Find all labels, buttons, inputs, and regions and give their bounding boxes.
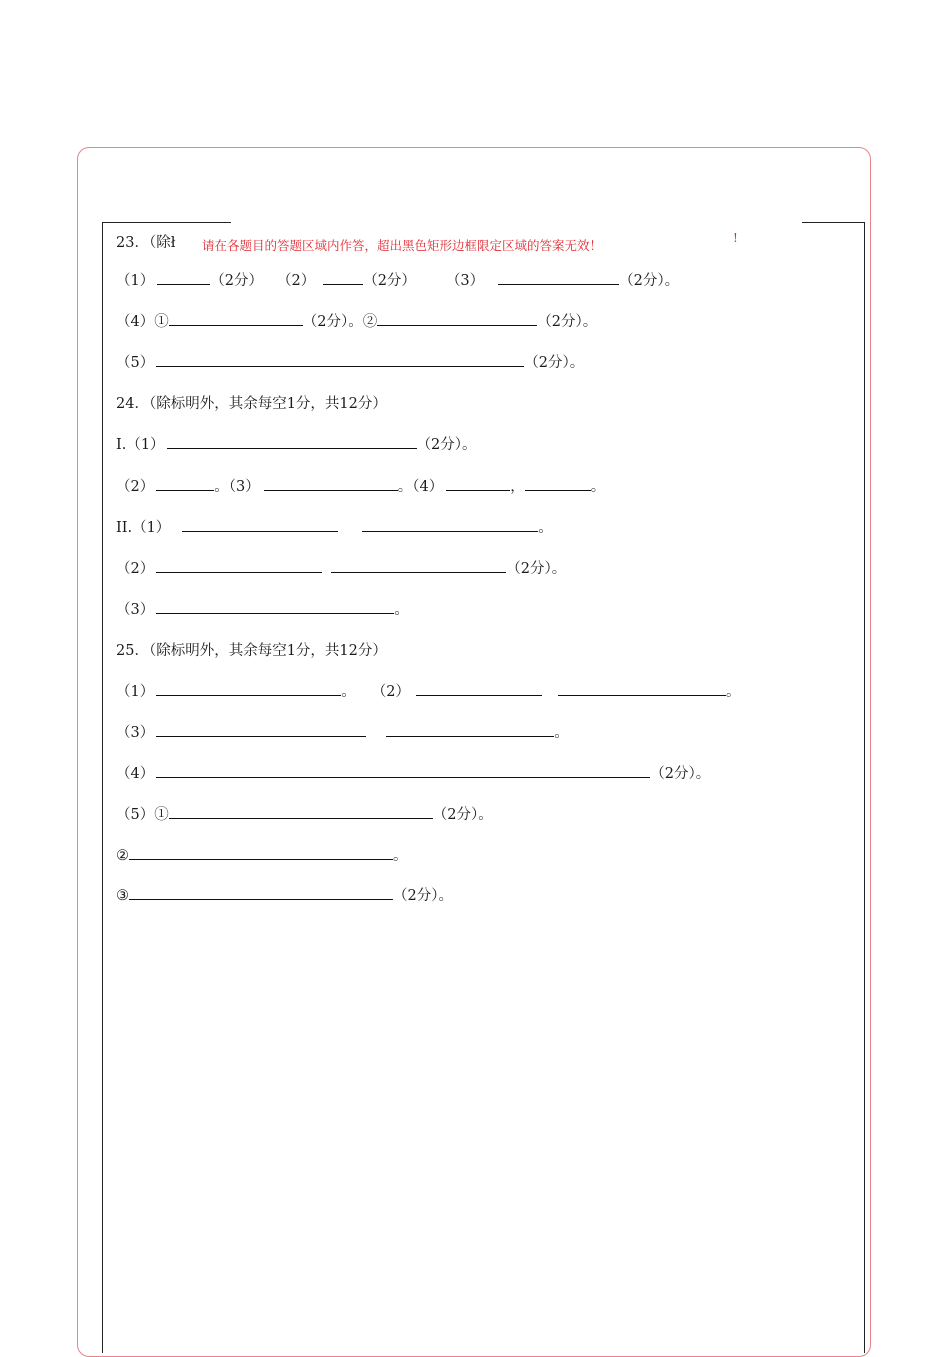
- q23-4a-blank[interactable]: [169, 311, 303, 326]
- q25-1-blank[interactable]: [156, 681, 341, 696]
- q24-ii2-label: （2）: [116, 561, 155, 577]
- q24-ii1-label: II.（1）: [116, 520, 171, 536]
- q23-5-label: （5）: [116, 355, 155, 371]
- q25-5-label: （5）①: [116, 807, 169, 823]
- q25-3a-blank[interactable]: [156, 722, 366, 737]
- warning-mark: !: [733, 231, 738, 245]
- q24-ii1-end: 。: [538, 520, 553, 536]
- warning-text: 请在各题目的答题区域内作答，超出黑色矩形边框限定区域的答案无效！: [202, 238, 603, 253]
- q24-ii3-end: 。: [394, 602, 409, 618]
- q25-3-label: （3）: [116, 725, 155, 741]
- q24-i1-label: I.（1）: [116, 437, 165, 453]
- q24-line-5: [116, 599, 409, 621]
- q25-line-4: [116, 804, 493, 826]
- q25-5b-end: 。: [393, 848, 408, 864]
- q23-4b-score: （2分）。: [537, 314, 598, 330]
- q25-5c-score: （2分）。: [393, 888, 453, 904]
- q25-5a-blank[interactable]: [169, 804, 433, 819]
- q24-4a-blank[interactable]: [446, 476, 510, 491]
- q25-2b-blank[interactable]: [558, 681, 726, 696]
- q23-line-1: [116, 270, 679, 292]
- q24-2-label: （2）: [116, 479, 155, 495]
- q23-4a-score: （2分）。②: [302, 314, 378, 330]
- q24-line-3: [116, 517, 553, 539]
- q24-3-blank[interactable]: [264, 476, 398, 491]
- q23-line-2: [116, 311, 597, 333]
- q23-4b-blank[interactable]: [377, 311, 537, 326]
- q25-5a-score: （2分）。: [432, 807, 493, 823]
- q24-4-comma: ，: [510, 479, 525, 495]
- q24-4-label: 。（4）: [397, 479, 444, 495]
- q24-i1-blank[interactable]: [167, 434, 417, 449]
- q23-3-blank[interactable]: [498, 270, 619, 285]
- q25-4-label: （4）: [116, 766, 155, 782]
- q25-5b-label: ②: [116, 848, 129, 864]
- q24-2-blank[interactable]: [156, 476, 214, 491]
- q23-4-label: （4）①: [116, 314, 169, 330]
- q23-1-label: （1）: [116, 273, 155, 289]
- q23-header: 23．（除ł: [116, 235, 176, 251]
- q24-line-2: [116, 476, 605, 498]
- q25-5c-label: ③: [116, 888, 129, 904]
- q24-i1-score: （2分）。: [416, 437, 477, 453]
- q24-header: 24．（除标明外，其余每空1分，共12分）: [116, 396, 387, 412]
- q24-ii2-score: （2分）。: [506, 561, 567, 577]
- q24-4-end: 。: [590, 479, 606, 495]
- q25-3b-blank[interactable]: [386, 722, 554, 737]
- q23-1-score: （2分）: [210, 273, 263, 289]
- q23-3-score: （2分）。: [619, 273, 680, 289]
- q24-ii3-blank[interactable]: [156, 599, 394, 614]
- q25-5c-blank[interactable]: [129, 885, 393, 900]
- q24-3-label: 。（3）: [214, 479, 260, 495]
- q24-line-1: [116, 434, 477, 456]
- answer-area-top-line-right: [802, 222, 865, 223]
- q23-1-blank[interactable]: [157, 270, 210, 285]
- q25-line-3: [116, 763, 710, 785]
- q23-2-blank[interactable]: [323, 270, 363, 285]
- q25-header: 25．（除标明外，其余每空1分，共12分）: [116, 643, 387, 659]
- q24-ii2a-blank[interactable]: [156, 558, 322, 573]
- q24-ii2b-blank[interactable]: [331, 558, 506, 573]
- q24-ii1a-blank[interactable]: [182, 517, 338, 532]
- q24-line-4: [116, 558, 566, 580]
- q25-line-1: [116, 681, 740, 703]
- q23-5-score: （2分）。: [524, 355, 585, 371]
- q25-4-blank[interactable]: [156, 763, 650, 778]
- q25-line-2: [116, 722, 569, 744]
- q23-2-score: （2分）: [363, 273, 416, 289]
- q24-ii3-label: （3）: [116, 602, 155, 618]
- q25-1-end: 。: [341, 684, 356, 700]
- q25-2-label: （2）: [371, 684, 410, 700]
- q23-5-blank[interactable]: [156, 352, 524, 367]
- q24-ii1b-blank[interactable]: [362, 517, 538, 532]
- q24-4b-blank[interactable]: [525, 476, 591, 491]
- q25-line-6: [116, 885, 453, 907]
- q25-4-score: （2分）。: [650, 766, 711, 782]
- q25-3-end: 。: [554, 725, 569, 741]
- answer-area-top-line-left: [102, 222, 231, 223]
- q25-2-end: 。: [725, 684, 741, 700]
- q25-5b-blank[interactable]: [129, 845, 393, 860]
- q23-line-3: [116, 352, 584, 374]
- q23-3-label: （3）: [445, 273, 485, 289]
- q25-1-label: （1）: [116, 684, 155, 700]
- q23-2-label: （2）: [276, 273, 316, 289]
- q25-2a-blank[interactable]: [416, 681, 542, 696]
- q25-line-5: [116, 845, 408, 867]
